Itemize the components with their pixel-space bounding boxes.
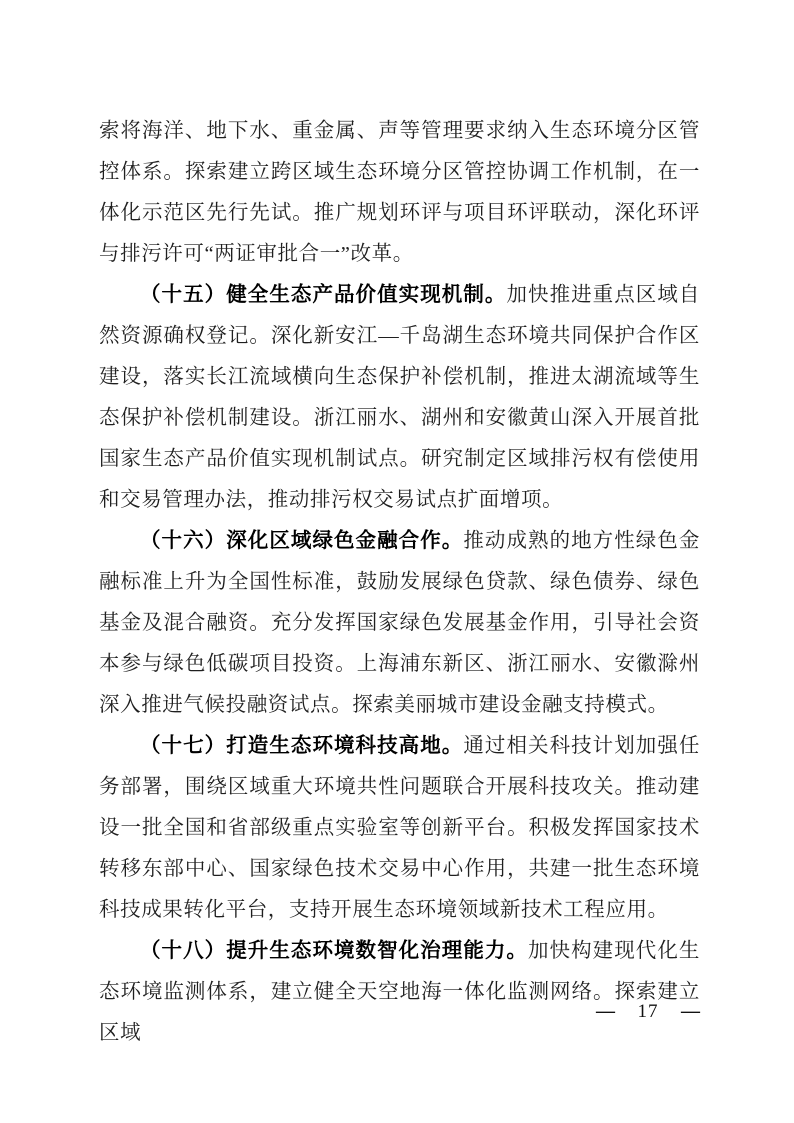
section-heading-18: （十八）提升生态环境数智化治理能力。 (140, 940, 528, 962)
page-footer (596, 998, 700, 1026)
paragraph-section-18 (99, 931, 700, 1054)
body-text: 加快构建现代化生态环境监测体系，建立健全天空地海一体化监测网络。探索建立区域 (99, 940, 700, 1044)
paragraph-continuation (99, 111, 700, 275)
body-text: 推动成熟的地方性绿色金融标准上升为全国性标准，鼓励发展绿色贷款、绿色债券、绿色基金及混合融资。充分发挥国家绿色发展基金作用，引导社会资本参与绿色低碳项目投资。上海浦东新区、浙江丽水、安徽滁州深入推进气候投融资试点。探索美丽城市建设金融支持模式。 (99, 530, 700, 716)
section-heading-15: （十五）健全生态产品价值实现机制。 (140, 284, 507, 306)
page-number-dash-right: — (681, 1001, 700, 1022)
section-heading-16: （十六）深化区域绿色金融合作。 (140, 530, 464, 552)
page-number: 17 (637, 1001, 659, 1022)
paragraph-section-15 (99, 275, 700, 521)
body-text: 加快推进重点区域自然资源确权登记。深化新安江—千岛湖生态环境共同保护合作区建设，落实长江流域横向生态保护补偿机制，推进太湖流域等生态保护补偿机制建设。浙江丽水、湖州和安徽黄山深入开展首批国家生态产品价值实现机制试点。研究制定区域排污权有偿使用和交易管理办法，推动排污权交易试点扩面增项。 (99, 284, 700, 511)
section-heading-17: （十七）打造生态环境科技高地。 (140, 735, 464, 757)
page-number-dash-left: — (596, 1001, 615, 1022)
paragraph-section-16 (99, 521, 700, 726)
document-body (99, 111, 700, 1054)
paragraph-section-17 (99, 726, 700, 931)
body-text: 索将海洋、地下水、重金属、声等管理要求纳入生态环境分区管控体系。探索建立跨区域生态环境分区管控协调工作机制，在一体化示范区先行先试。推广规划环评与项目环评联动，深化环评与排污许可“两证审批合一”改革。 (99, 120, 700, 265)
body-text: 通过相关科技计划加强任务部署，围绕区域重大环境共性问题联合开展科技攻关。推动建设一批全国和省部级重点实验室等创新平台。积极发挥国家技术转移东部中心、国家绿色技术交易中心作用，共建一批生态环境科技成果转化平台，支持开展生态环境领域新技术工程应用。 (99, 735, 700, 921)
